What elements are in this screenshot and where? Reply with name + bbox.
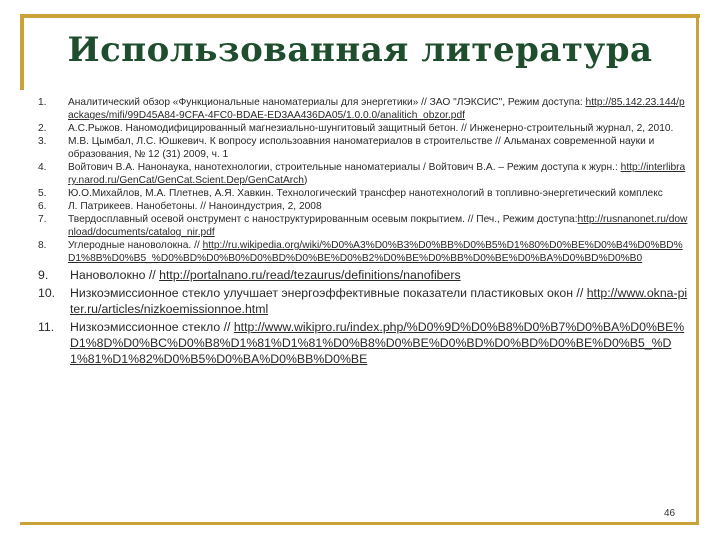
reference-text: М.В. Цымбал, Л.С. Юшкевич. К вопросу использоавния наноматериалов в строительстве // Альманах современной науки и образования, № 12 (31) 2009, ч. 1 <box>68 136 655 160</box>
reference-item <box>38 239 688 265</box>
reference-link[interactable]: http://85.142.23.144/packages/mifi/99D45A84-9CFA-4FC0-BDAE-ED3AA436DA05/1.0.0.0/analitich_obzor.pdf <box>68 97 685 121</box>
reference-text: А.С.Рыжов. Наномодифицированный магнезиально-шунгитовый защитный бетон. // Инженерно-строительный журнал, 2, 2010. <box>68 123 674 134</box>
reference-text: Л. Патрикеев. Нанобетоны. // Наноиндустрия, 2, 2008 <box>68 201 322 212</box>
reference-item <box>38 187 688 200</box>
reference-item <box>38 319 688 367</box>
reference-link[interactable]: http://interlibrary.narod.ru/GenCat/GenCat.Scient.Dep/GenCatArch <box>68 162 686 186</box>
reference-number: 10. <box>38 286 56 300</box>
reference-link[interactable]: http://ru.wikipedia.org/wiki/%D0%A3%D0%B3%D0%BB%D0%B5%D1%80%D0%BE%D0%B4%D0%BD%D1%8B%D0%B5_%D0%BD%D0%B0%D0%BD%D0%BE%D0%B2%D0%BE%D0%BB%D0%BE%D0%BA%D0%BD%D0%B0 <box>68 240 683 264</box>
page-number: 46 <box>664 508 676 519</box>
reference-link[interactable]: http://www.okna-piter.ru/articles/nizkoemissionnoe.html <box>70 286 688 316</box>
reference-item <box>38 285 688 317</box>
reference-link[interactable]: http://rusnanonet.ru/download/documents/catalog_nir.pdf <box>68 214 688 238</box>
reference-text: Твердосплавный осевой онструмент с наноструктурированным осевым покрытием. // Печ., Режим доступа:http://rusnanonet.ru/download/documents/catalog_nir.pdf <box>68 214 688 238</box>
reference-text: Нановолокно // http://portalnano.ru/read/tezaurus/definitions/nanofibers <box>70 268 461 282</box>
reference-item <box>38 267 688 283</box>
reference-text: Низкоэмиссионное стекло улучшает энергоэффективные показатели пластиковых окон // http://www.okna-piter.ru/articles/nizkoemissionnoe.html <box>70 286 688 316</box>
reference-item <box>38 122 688 135</box>
reference-text: Низкоэмиссионное стекло // http://www.wikipro.ru/index.php/%D0%9D%D0%B8%D0%B7%D0%BA%D0%BE%D1%8D%D0%BC%D0%B8%D1%81%D1%81%D0%B8%D0%BE%D0%BD%D0%BD%D0%BE%D0%B5_%D1%81%D1%82%D0%B5%D0%BA%D0%BB%D0%BE <box>70 320 685 366</box>
reference-item <box>38 96 688 122</box>
reference-text: Углеродные нановолокна. // http://ru.wikipedia.org/wiki/%D0%A3%D0%B3%D0%BB%D0%B5%D1%80%D0%BE%D0%B4%D0%BD%D1%8B%D0%B5_%D0%BD%D0%B0%D0%BD%D0%BE%D0%B2%D0%BE%D0%BB%D0%BE%D0%BA%D0%BD%D0%B0 <box>68 240 683 264</box>
reference-number: 9. <box>38 268 49 282</box>
reference-link[interactable]: http://www.wikipro.ru/index.php/%D0%9D%D0%B8%D0%B7%D0%BA%D0%BE%D1%8D%D0%BC%D0%B8%D1%81%D1%81%D0%B8%D0%BE%D0%BD%D0%BD%D0%BE%D0%B5_%D1%81%D1%82%D0%B5%D0%BA%D0%BB%D0%BE <box>70 320 685 366</box>
reference-item <box>38 213 688 239</box>
references-list <box>38 96 688 367</box>
frame-right-line <box>696 14 699 524</box>
reference-number: 1. <box>38 97 47 108</box>
reference-number: 2. <box>38 123 47 134</box>
reference-item <box>38 135 688 161</box>
reference-text: Ю.О.Михайлов, М.А. Плетнев, А.Я. Хавкин. Технологический трансфер нанотехнологий в топливно-энергетический комплекс <box>68 188 663 199</box>
reference-number: 6. <box>38 201 47 212</box>
reference-number: 3. <box>38 136 47 147</box>
frame-top-line <box>20 14 700 18</box>
reference-number: 5. <box>38 188 47 199</box>
reference-number: 11. <box>38 320 55 334</box>
reference-link[interactable]: http://portalnano.ru/read/tezaurus/definitions/nanofibers <box>159 268 461 282</box>
reference-number: 7. <box>38 214 47 225</box>
reference-text: Аналитический обзор «Функциональные наноматериалы для энергетики» // ЗАО "ЛЭКСИС", Режим доступа: http://85.142.23.144/packages/mifi/99D45A84-9CFA-4FC0-BDAE-ED3AA436DA05/1.0.0.0/analitich_obzor.pdf <box>68 97 685 121</box>
frame-bottom-line <box>20 522 699 525</box>
reference-number: 4. <box>38 162 47 173</box>
reference-text: Войтович В.А. Нанонаука, нанотехнологии, строительные наноматериалы / Войтович В.А. – Режим доступа к журн.: http://interlibrary.narod.ru/GenCat/GenCat.Scient.Dep/GenCatArch) <box>68 162 686 186</box>
reference-item <box>38 161 688 187</box>
reference-number: 8. <box>38 240 47 251</box>
reference-item <box>38 200 688 213</box>
slide-title: Использованная литература <box>67 30 653 70</box>
